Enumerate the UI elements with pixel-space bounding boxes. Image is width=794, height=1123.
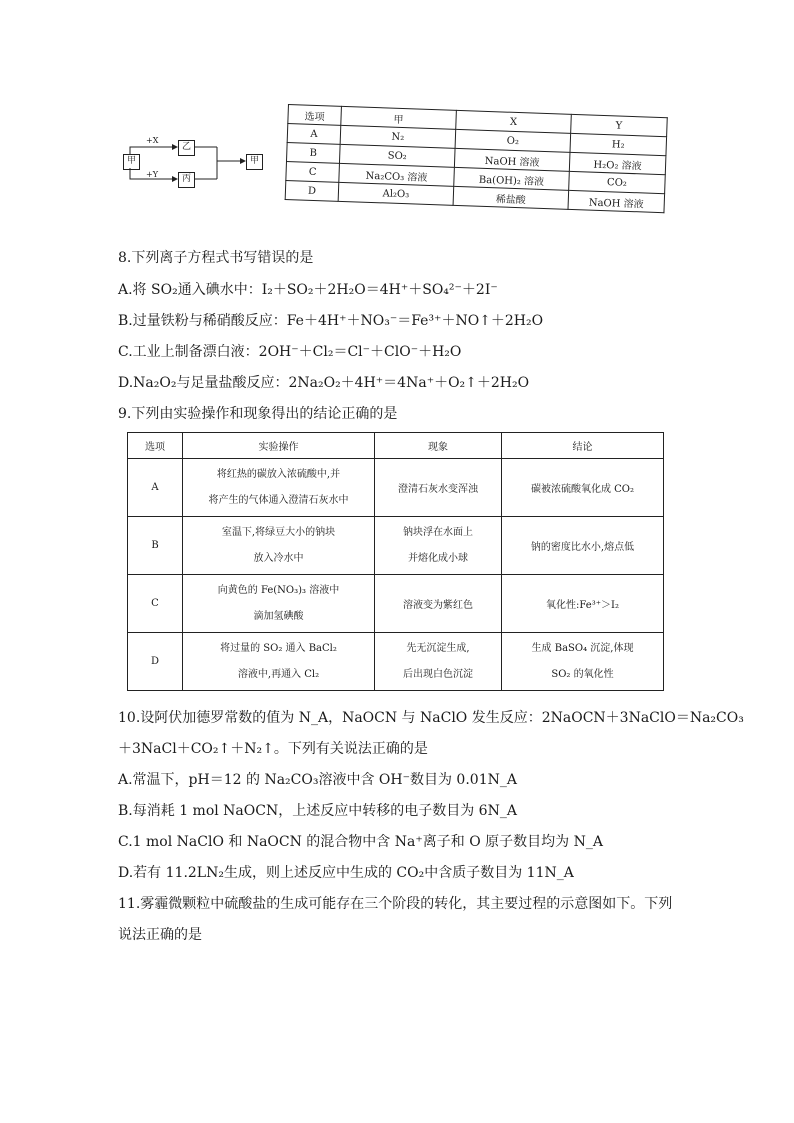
table-cell: 稀盐酸 <box>453 186 569 209</box>
table-cell: Na₂CO₃ 溶液 <box>339 163 455 186</box>
diagram-upper-label: +X <box>146 136 159 145</box>
table-cell: Al₂O₃ <box>338 182 454 205</box>
diagram-lower-box: 丙 <box>178 172 195 188</box>
table-cell: Ba(OH)₂ 溶液 <box>454 167 570 190</box>
cell-line: 室温下,将绿豆大小的钠块 <box>221 526 336 538</box>
table-row <box>128 633 664 691</box>
table-header-cell: 结论 <box>502 433 664 459</box>
table-header-cell: 选项 <box>128 433 183 459</box>
table-header-cell: 现象 <box>375 433 502 459</box>
table-cell <box>183 633 375 691</box>
table-cell: 钠的密度比水小,熔点低 <box>502 517 664 575</box>
q10-stem-line2: ＋3NaCl＋CO₂↑＋N₂↑。下列有关说法正确的是 <box>118 741 428 757</box>
cell-line: 生成 BaSO₄ 沉淀,体现 <box>531 642 634 654</box>
q8-stem: 8.下列离子方程式书写错误的是 <box>118 250 314 266</box>
table-header-cell: 实验操作 <box>183 433 375 459</box>
table-header-cell: 选项 <box>288 105 342 126</box>
table-cell: 溶液变为紫红色 <box>375 575 502 633</box>
diagram-lower-label: +Y <box>146 170 158 179</box>
table-cell: NaOH 溶液 <box>454 148 570 171</box>
cell-line: 放入冷水中 <box>253 552 304 564</box>
cell-line: 并熔化成小球 <box>408 552 468 564</box>
q10-option-c: C.1 mol NaClO 和 NaOCN 的混合物中含 Na⁺离子和 O 原子数目均为 N_A <box>118 834 603 850</box>
cell-line: SO₂ 的氧化性 <box>551 668 614 680</box>
table-cell: N₂ <box>340 125 456 148</box>
table-row <box>128 575 664 633</box>
table-cell: 氧化性:Fe³⁺＞I₂ <box>502 575 664 633</box>
table-cell: O₂ <box>455 129 571 152</box>
table-cell: H₂O₂ 溶液 <box>569 152 666 174</box>
cell-line: 后出现白色沉淀 <box>403 668 473 680</box>
table-cell <box>183 517 375 575</box>
q9-stem: 9.下列由实验操作和现象得出的结论正确的是 <box>118 406 398 422</box>
top-options-table <box>285 104 668 213</box>
cell-line: 先无沉淀生成, <box>406 642 470 654</box>
diagram-start-box: 甲 <box>123 154 140 170</box>
diagram-end-box: 甲 <box>246 154 263 170</box>
table-header-cell: Y <box>571 114 668 136</box>
table-cell: CO₂ <box>569 171 666 193</box>
table-cell: NaOH 溶液 <box>568 190 665 212</box>
table-cell: SO₂ <box>339 144 455 167</box>
table-header-row <box>128 433 664 459</box>
table-cell: A <box>128 459 183 517</box>
diagram-arrows <box>120 138 270 190</box>
table-header-cell: 甲 <box>341 106 457 129</box>
q10-stem-line1: 10.设阿伏加德罗常数的值为 N_A，NaOCN 与 NaClO 发生反应：2NaOCN＋3NaClO＝Na₂CO₃ <box>118 710 744 726</box>
table-cell: 碳被浓硫酸氧化成 CO₂ <box>502 459 664 517</box>
cell-line: 溶液中,再通入 Cl₂ <box>237 668 320 680</box>
table-cell: D <box>285 180 339 201</box>
q10-option-b: B.每消耗 1 mol NaOCN，上述反应中转移的电子数目为 6N_A <box>118 803 517 819</box>
table-header-cell: X <box>456 110 572 133</box>
cell-line: 钠块浮在水面上 <box>403 526 473 538</box>
table-cell <box>183 459 375 517</box>
table-cell: C <box>128 575 183 633</box>
table-cell <box>502 633 664 691</box>
q10-option-d: D.若有 11.2LN₂生成，则上述反应中生成的 CO₂中含质子数目为 11N_A <box>118 865 574 881</box>
q11-stem-line1: 11.雾霾微颗粒中硫酸盐的生成可能存在三个阶段的转化，其主要过程的示意图如下。下列 <box>118 896 673 912</box>
table-cell: H₂ <box>570 133 667 155</box>
q8-option-b: B.过量铁粉与稀硝酸反应：Fe＋4H⁺＋NO₃⁻＝Fe³⁺＋NO↑＋2H₂O <box>118 313 544 329</box>
table-cell: D <box>128 633 183 691</box>
q10-option-a: A.常温下，pH＝12 的 Na₂CO₃溶液中含 OH⁻数目为 0.01N_A <box>118 772 517 788</box>
diagram-upper-box: 乙 <box>178 140 195 156</box>
table-cell <box>375 633 502 691</box>
cell-line: 滴加氢碘酸 <box>253 610 304 622</box>
cell-line: 将红热的碳放入浓硫酸中,并 <box>216 468 341 480</box>
q8-option-a: A.将 SO₂通入碘水中：I₂＋SO₂＋2H₂O＝4H⁺＋SO₄²⁻＋2I⁻ <box>118 282 498 298</box>
q8-option-c: C.工业上制备漂白液：2OH⁻＋Cl₂＝Cl⁻＋ClO⁻＋H₂O <box>118 344 462 360</box>
table-cell: C <box>286 161 340 182</box>
table-cell: 澄清石灰水变浑浊 <box>375 459 502 517</box>
table-row <box>128 459 664 517</box>
table-cell <box>375 517 502 575</box>
q11-stem-line2: 说法正确的是 <box>118 927 202 943</box>
q8-option-d: D.Na₂O₂与足量盐酸反应：2Na₂O₂＋4H⁺＝4Na⁺＋O₂↑＋2H₂O <box>118 375 530 391</box>
cell-line: 将产生的气体通入澄清石灰水中 <box>208 494 349 506</box>
cell-line: 向黄色的 Fe(NO₃)₃ 溶液中 <box>217 584 340 596</box>
q9-experiment-table <box>127 432 664 691</box>
table-cell: B <box>128 517 183 575</box>
table-cell <box>183 575 375 633</box>
table-cell: B <box>286 142 340 163</box>
table-row <box>128 517 664 575</box>
cell-line: 将过量的 SO₂ 通入 BaCl₂ <box>220 642 337 654</box>
table-cell: A <box>287 124 341 145</box>
